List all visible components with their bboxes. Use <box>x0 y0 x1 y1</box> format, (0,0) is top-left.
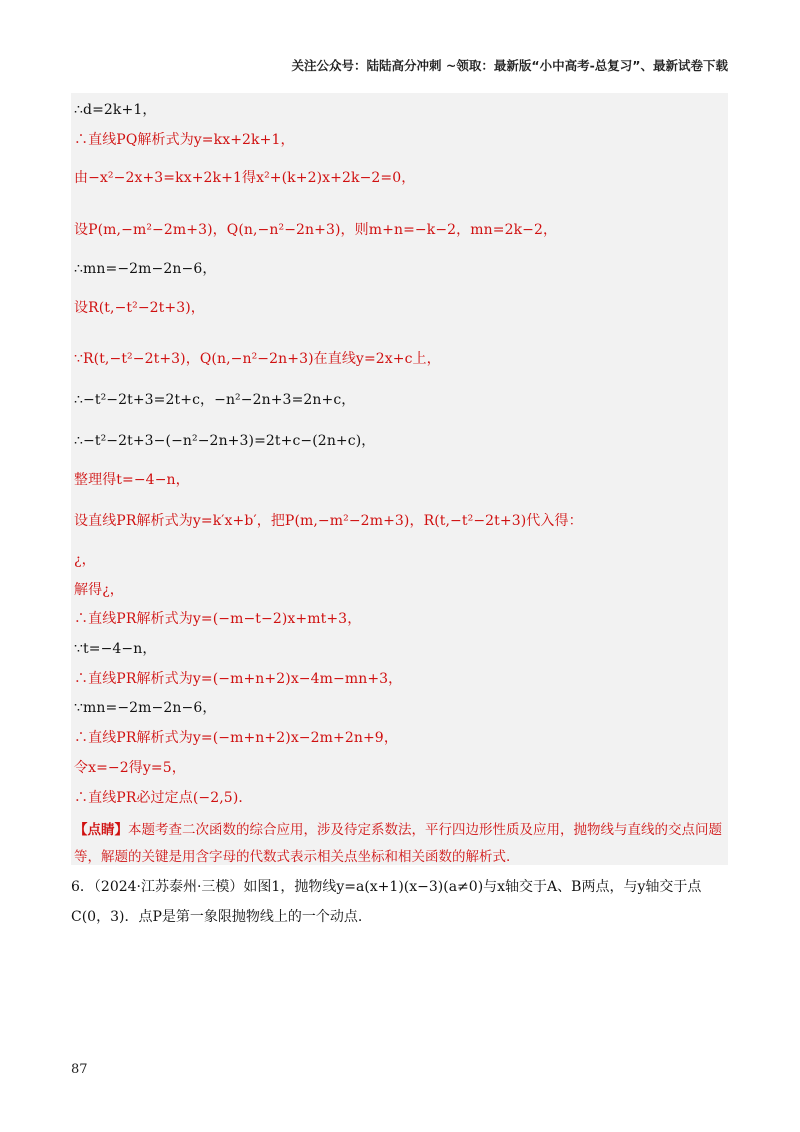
solution-line: 设R(t,−t²−2t+3)， <box>74 300 205 316</box>
solution-line: ∵t=−4−n， <box>74 641 157 657</box>
solution-line: ∴直线PQ解析式为y=kx+2k+1， <box>74 132 295 148</box>
solution-line: ∴直线PR解析式为y=(−m+n+2)x−4m−mn+3， <box>74 671 403 687</box>
solution-line: ∴−t²−2t+3−(−n²−2n+3)=2t+c−(2n+c)， <box>74 433 376 449</box>
solution-line: ∴−t²−2t+3=2t+c，−n²−2n+3=2n+c， <box>74 392 356 408</box>
key-point-tag: 【点睛】 <box>74 822 128 838</box>
question-line-2: C(0，3)．点P是第一象限抛物线上的一个动点. <box>71 909 363 925</box>
solution-line: ∵R(t,−t²−2t+3)，Q(n,−n²−2n+3)在直线y=2x+c上， <box>74 351 441 367</box>
key-point-text: 本题考查二次函数的综合应用，涉及待定系数法，平行四边形性质及应用，抛物线与直线的交点问题等，解题的关键是用含字母的代数式表示相关点坐标和相关函数的解析式. <box>74 822 722 865</box>
solution-line: 设P(m,−m²−2m+3)，Q(n,−n²−2n+3)，则m+n=−k−2，mn=2k−2， <box>74 222 558 238</box>
solution-line: 整理得t=−4−n， <box>74 472 190 488</box>
solution-line: 解得¿， <box>74 582 124 598</box>
solution-line: ∵mn=−2m−2n−6， <box>74 700 217 716</box>
page-number: 87 <box>71 1062 88 1077</box>
question-line-1: 6．（2024·江苏泰州·三模）如图1，抛物线y=a(x+1)(x−3)(a≠0)与x轴交于A、B两点，与y轴交于点 <box>71 879 702 895</box>
solution-line: ∴d=2k+1， <box>74 102 157 118</box>
solution-block <box>71 93 728 865</box>
solution-line: ∴直线PR解析式为y=(−m−t−2)x+mt+3， <box>74 611 362 627</box>
solution-line: ¿， <box>74 552 96 568</box>
solution-line: 设直线PR解析式为y=k′x+b′，把P(m,−m²−2m+3)，R(t,−t²−2t+3)代入得： <box>74 513 583 529</box>
page-header: 关注公众号：陆陆高分冲刺 ~领取：最新版“小中高考-总复习”、最新试卷下载 <box>291 58 728 73</box>
solution-line: 由−x²−2x+3=kx+2k+1得x²+(k+2)x+2k−2=0， <box>74 170 416 186</box>
solution-line: ∴mn=−2m−2n−6， <box>74 261 217 277</box>
key-point-comment <box>74 817 724 871</box>
solution-line: 令x=−2得y=5， <box>74 760 186 776</box>
solution-line: ∴直线PR解析式为y=(−m+n+2)x−2m+2n+9， <box>74 730 398 746</box>
solution-line: ∴直线PR必过定点(−2,5)． <box>74 790 253 806</box>
